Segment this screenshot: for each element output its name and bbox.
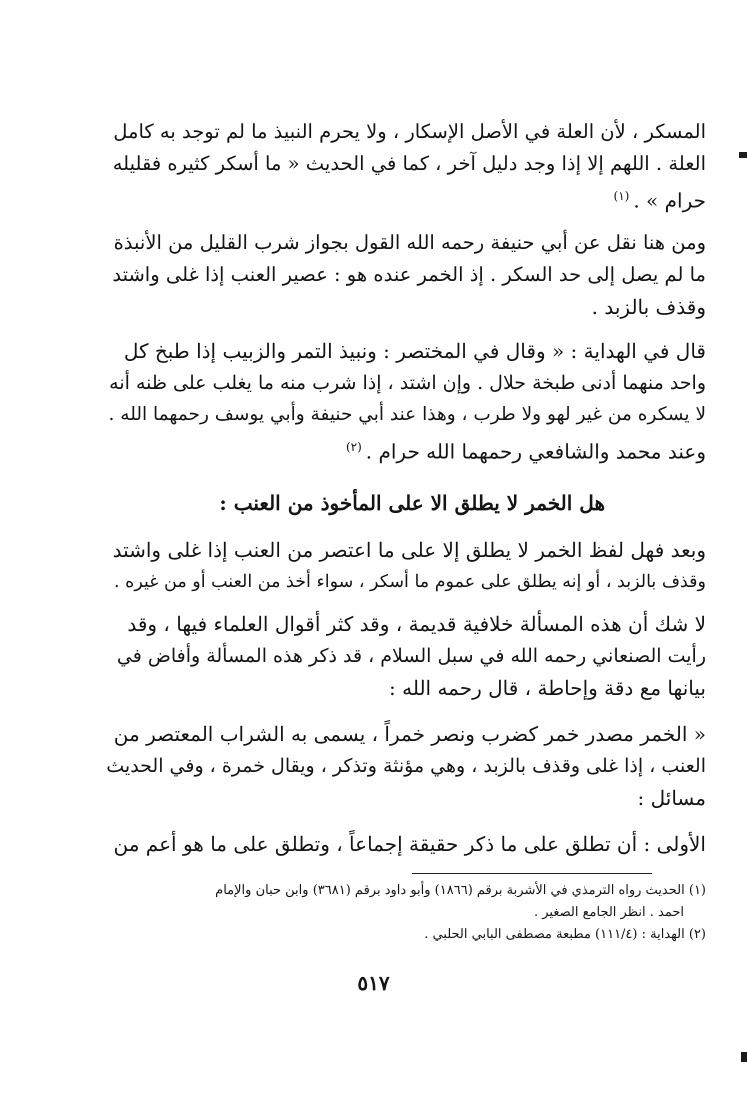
paragraph-7 bbox=[106, 828, 706, 860]
footnote-2: (٢) الهداية : (١١١/٤) مطبعة مصطفى البابي الحلبي . bbox=[424, 927, 706, 942]
paragraph-3 bbox=[106, 335, 706, 468]
text-line-content: وعند محمد والشافعي رحمهما الله حرام . bbox=[365, 439, 706, 464]
scan-edge-mark bbox=[739, 152, 747, 158]
text-line: لا يسكره من غير لهو ولا طرب ، وهذا عند أبي حنيفة وأبي يوسف رحمهما الله . bbox=[108, 404, 706, 425]
paragraph-6 bbox=[106, 718, 706, 814]
text-line: مسائل : bbox=[637, 786, 706, 810]
footnote-1: (١) الحديث رواه الترمذي في الأشربة برقم (١٨٦٦) وأبو داود برقم (٣٦٨١) وابن حبان والإمام bbox=[215, 883, 706, 898]
text-line: واحد منهما أدنى طبخة حلال . وإن اشتد ، إذا شرب منه ما يغلب على ظنه أنه bbox=[109, 372, 706, 394]
text-line: « الخمر مصدر خمر كضرب ونصر خمراً ، يسمى به الشراب المعتصر من bbox=[113, 722, 706, 746]
page-number: ٥١٧ bbox=[357, 971, 390, 995]
section-heading: هل الخمر لا يطلق الا على المأخوذ من العنب : bbox=[219, 491, 605, 515]
text-line: وبعد فهل لفظ الخمر لا يطلق إلا على ما اعتصر من العنب إذا غلى واشتد bbox=[112, 538, 706, 562]
text-line: الأولى : أن تطلق على ما ذكر حقيقة إجماعاً ، وتطلق على ما هو أعم من bbox=[113, 832, 706, 856]
paragraph-1 bbox=[106, 116, 706, 217]
text-line bbox=[106, 180, 706, 217]
scan-edge-mark bbox=[741, 1052, 747, 1062]
paragraph-5 bbox=[106, 608, 706, 704]
text-line: ومن هنا نقل عن أبي حنيفة رحمه الله القول بجواز شرب القليل من الأنبذة bbox=[113, 231, 706, 254]
text-line: رأيت الصنعاني رحمه الله في سبل السلام ، قد ذكر هذه المسألة وأفاض في bbox=[116, 645, 706, 667]
text-line: لا شك أن هذه المسألة خلافية قديمة ، وقد كثر أقوال العلماء فيها ، وقد bbox=[127, 612, 706, 636]
text-line bbox=[106, 431, 706, 468]
paragraph-2 bbox=[106, 227, 706, 323]
footnote-1-continued: احمد . انظر الجامع الصغير . bbox=[533, 905, 684, 920]
text-line: العلة . اللهم إلا إذا وجد دليل آخر ، كما في الحديث « ما أسكر كثيره فقليله bbox=[112, 152, 706, 175]
text-line: المسكر ، لأن العلة في الأصل الإسكار ، ولا يحرم النبيذ ما لم توجد به كامل bbox=[113, 120, 706, 143]
text-line: وقذف بالزبد ، أو إنه يطلق على عموم ما أسكر ، سواء أخذ من العنب أو من غيره . bbox=[114, 572, 706, 592]
footnote-reference-1: (١) bbox=[613, 189, 630, 203]
text-line: العنب ، إذا غلى وقذف بالزبد ، وهي مؤنثة وتذكر ، ويقال خمرة ، وفي الحديث bbox=[106, 755, 706, 777]
text-line: بيانها مع دقة وإحاطة ، قال رحمه الله : bbox=[389, 676, 706, 700]
text-line-content: حرام » . bbox=[633, 188, 706, 213]
text-line: قال في الهداية : « وقال في المختصر : ونبيذ التمر والزبيب إذا طبخ كل bbox=[123, 339, 706, 363]
footnote-reference-2: (٢) bbox=[345, 440, 362, 454]
paragraph-4 bbox=[106, 534, 706, 598]
text-line: ما لم يصل إلى حد السكر . إذ الخمر عنده هو : عصير العنب إذا غلى واشتد bbox=[112, 263, 706, 286]
footnotes bbox=[106, 880, 706, 946]
text-line: وقذف بالزبد . bbox=[591, 295, 706, 319]
footnote-separator bbox=[412, 873, 652, 874]
